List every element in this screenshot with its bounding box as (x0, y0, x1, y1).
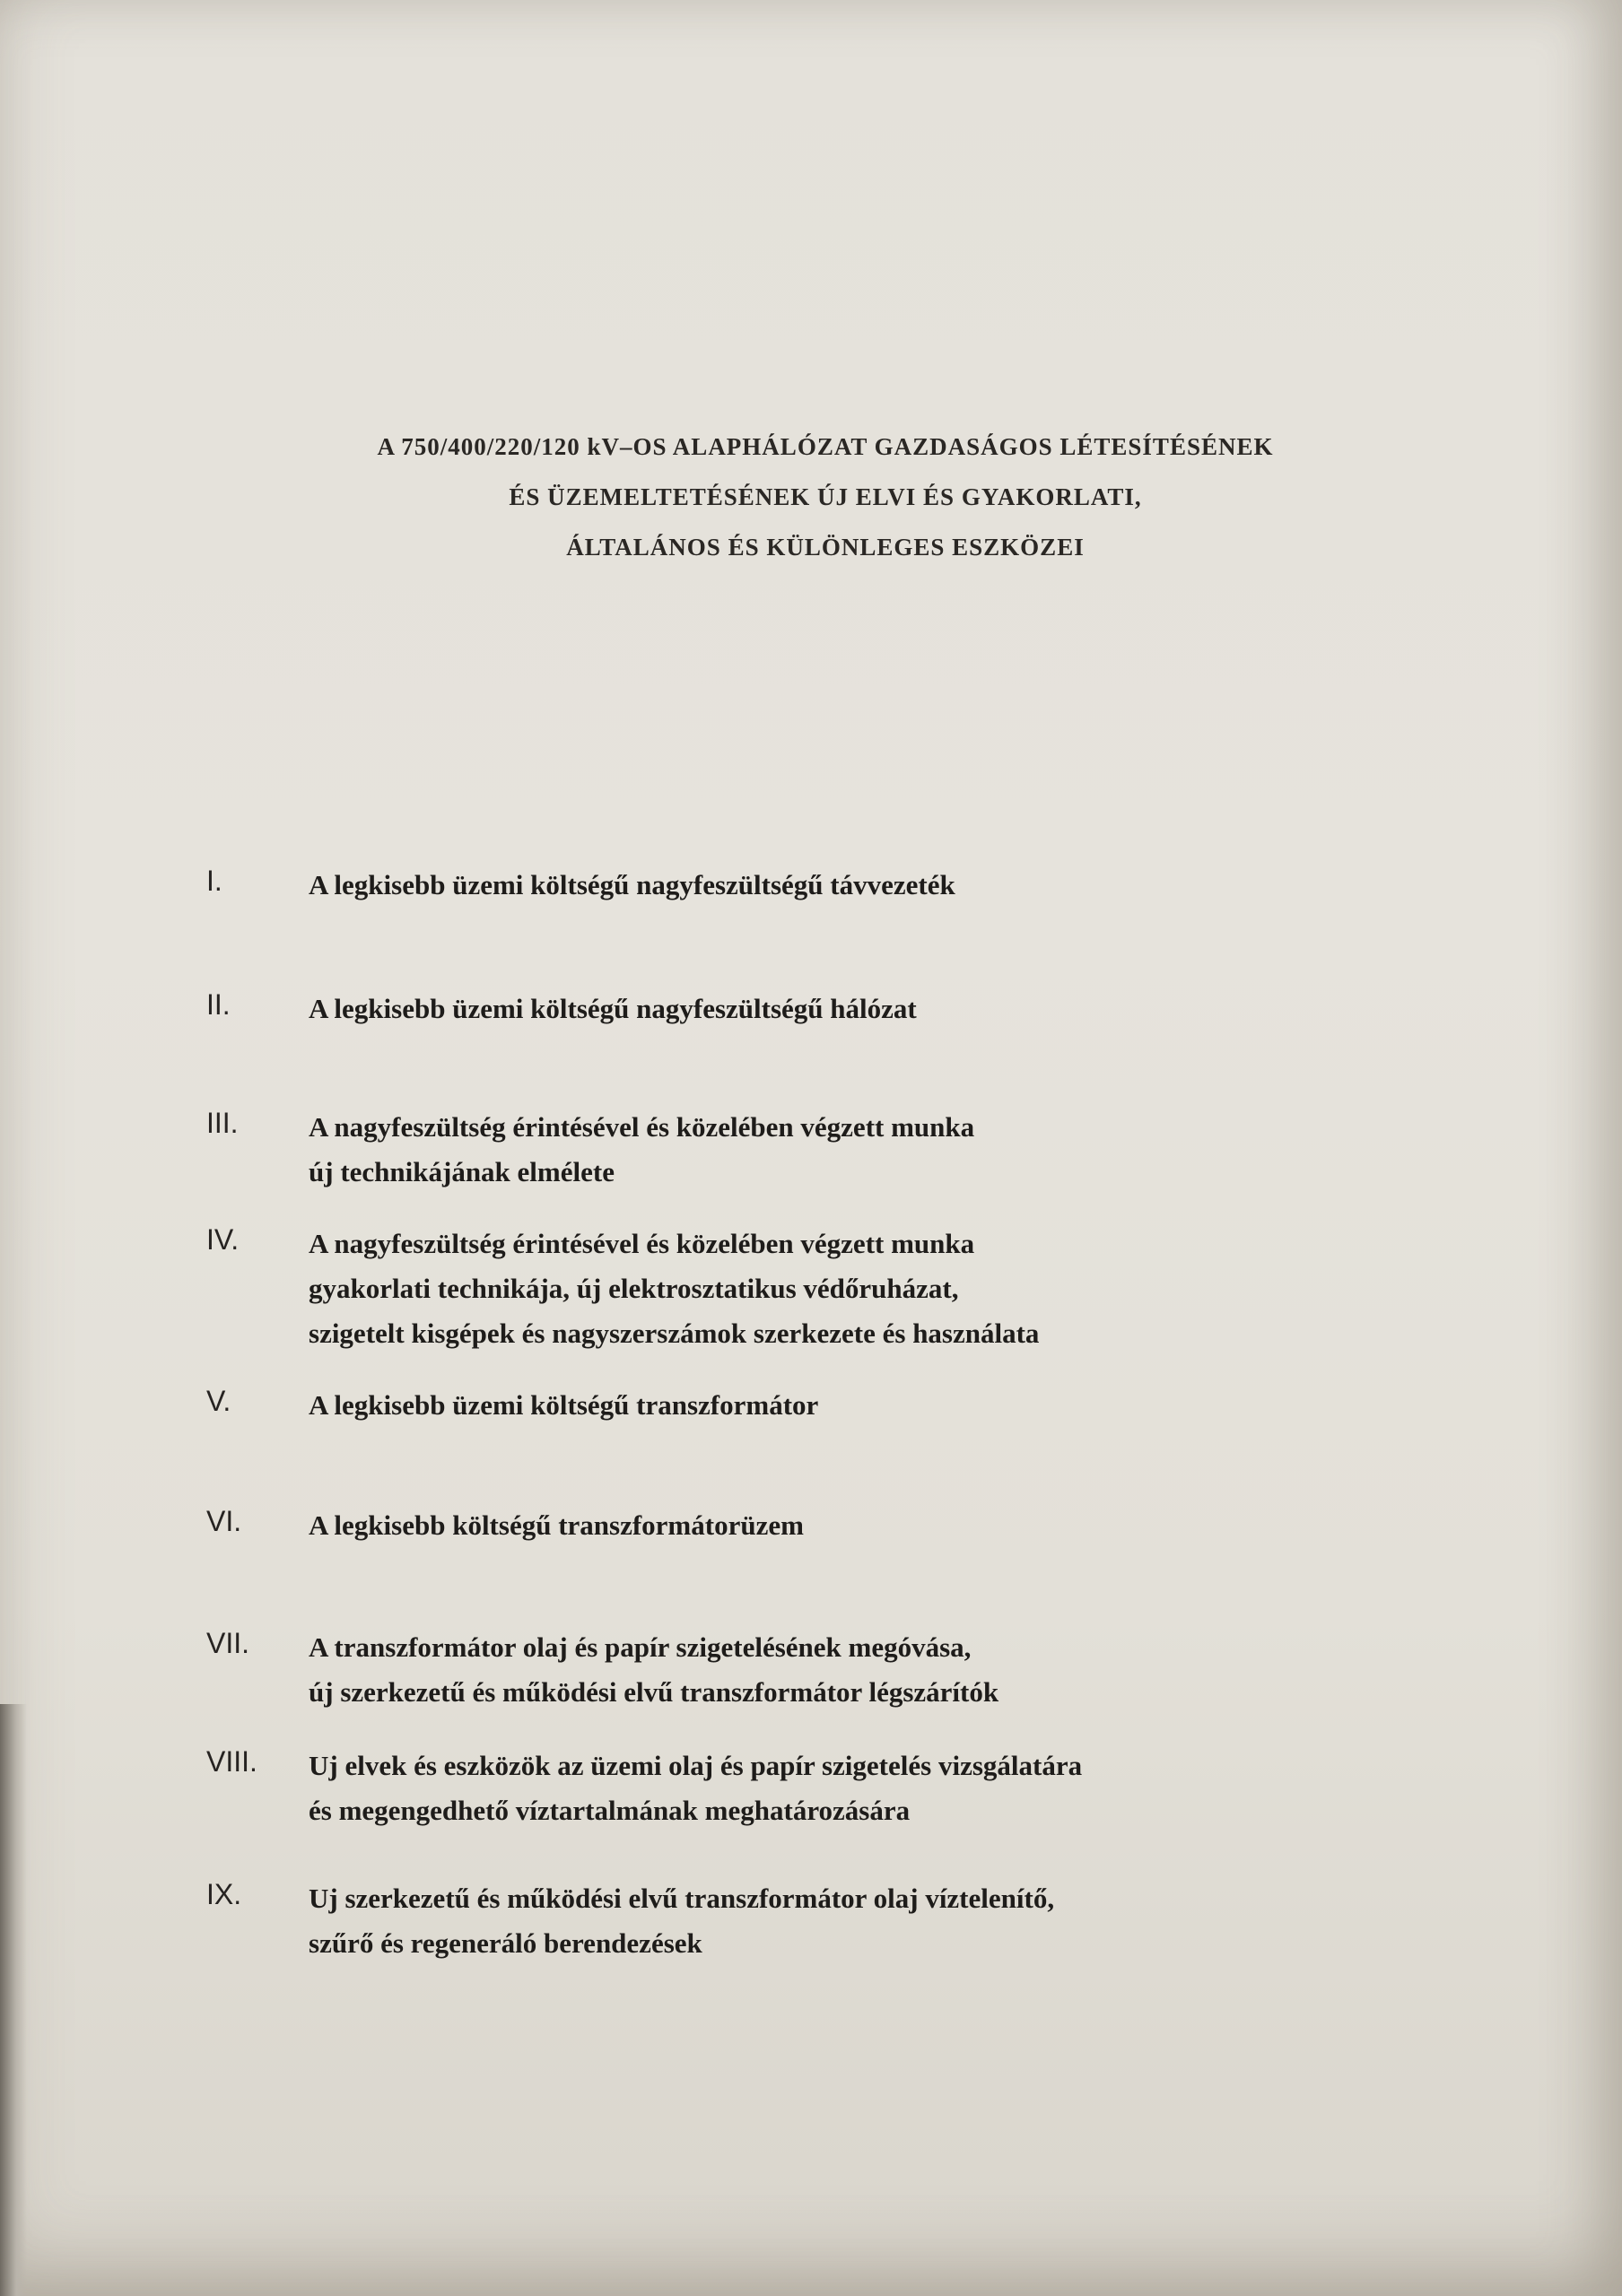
toc-line: gyakorlati technikája, új elektrosztatikus védőruházat, (309, 1273, 959, 1304)
toc-line: új szerkezetű és működési elvű transzformátor légszárítók (309, 1676, 999, 1708)
toc-line: Uj szerkezetű és működési elvű transzformátor olaj víztelenítő, (309, 1883, 1055, 1914)
toc-entry-text (309, 863, 1511, 908)
toc-entry-text (309, 1744, 1511, 1833)
toc-line: A nagyfeszültség érintésével és közelében végzett munka (309, 1111, 975, 1143)
toc-line: A legkisebb költségű transzformátorüzem (309, 1509, 804, 1541)
toc-line: A legkisebb üzemi költségű nagyfeszültségű távvezeték (309, 869, 955, 900)
title-line-1: A 750/400/220/120 kV–OS ALAPHÁLÓZAT GAZDASÁGOS LÉTESÍTÉSÉNEK (377, 433, 1274, 460)
toc-line: és megengedhető víztartalmának meghatározására (309, 1795, 911, 1826)
toc-entry-text (309, 1625, 1511, 1715)
toc-entry-text (309, 1503, 1511, 1548)
toc-numeral: V. (206, 1385, 231, 1417)
toc-line: új technikájának elmélete (309, 1156, 615, 1187)
toc-line: A legkisebb üzemi költségű nagyfeszültségű hálózat (309, 993, 917, 1024)
toc-entry-text (309, 987, 1511, 1031)
title-line-3: ÁLTALÁNOS ÉS KÜLÖNLEGES ESZKÖZEI (566, 534, 1085, 561)
toc-numeral: IX. (206, 1878, 242, 1910)
toc-numeral: VI. (206, 1505, 242, 1537)
toc-line: szűrő és regeneráló berendezések (309, 1927, 702, 1959)
toc-line: A transzformátor olaj és papír szigetelésének megóvása, (309, 1631, 972, 1663)
toc-line: szigetelt kisgépek és nagyszerszámok szerkezete és használata (309, 1318, 1040, 1349)
toc-numeral: IV. (206, 1223, 240, 1256)
toc-entry-text (309, 1105, 1511, 1195)
toc-entry-text (309, 1876, 1511, 1966)
toc-numeral: VIII. (206, 1745, 257, 1778)
toc-line: Uj elvek és eszközök az üzemi olaj és papír szigetelés vizsgálatára (309, 1750, 1083, 1781)
toc-numeral: VII. (206, 1627, 250, 1659)
toc-numeral: I. (206, 865, 222, 897)
toc-numeral: II. (206, 988, 231, 1021)
toc-entry-text (309, 1222, 1511, 1356)
toc-line: A legkisebb üzemi költségű transzformátor (309, 1389, 819, 1421)
toc-entry-text (309, 1383, 1511, 1428)
title-line-2: ÉS ÜZEMELTETÉSÉNEK ÚJ ELVI ÉS GYAKORLATI, (509, 483, 1142, 510)
toc-numeral: III. (206, 1107, 239, 1139)
toc-line: A nagyfeszültség érintésével és közelében végzett munka (309, 1228, 975, 1259)
